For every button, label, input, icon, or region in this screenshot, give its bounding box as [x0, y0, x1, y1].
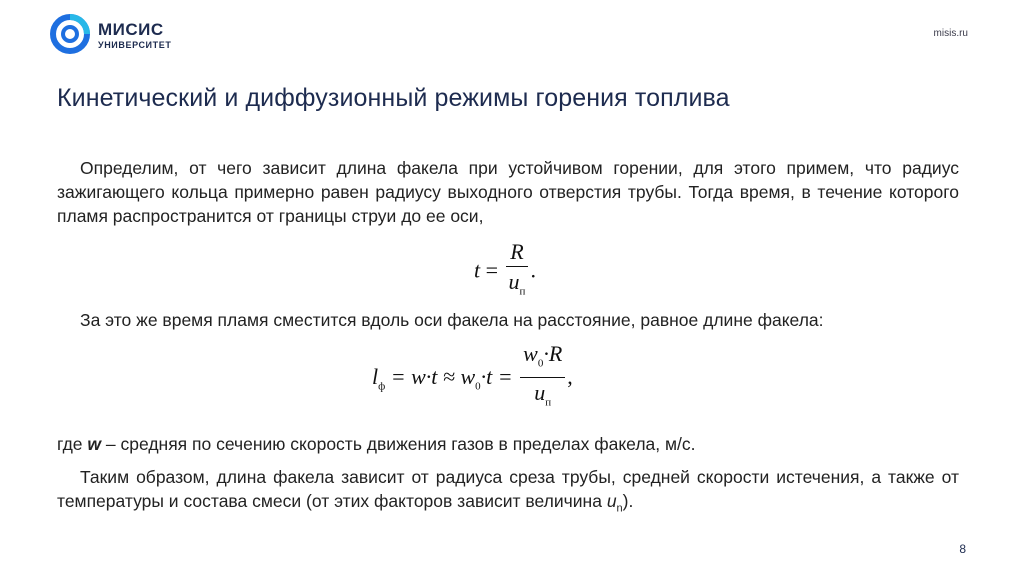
formula-time-eq: =: [485, 257, 499, 283]
variable-w: w: [87, 434, 102, 454]
misis-logo[interactable]: [50, 14, 190, 58]
paragraph-4: Таким образом, длина факела зависит от радиуса среза трубы, средней скорости истечения, а также от температуры и состава смеси (от этих факторов зависит величина $u_n$).: [57, 467, 959, 515]
formula-time-fraction: [506, 238, 529, 306]
formula-time-numerator: R: [506, 238, 529, 267]
logo-name: МИСИС: [98, 20, 164, 39]
variable-un: u: [606, 491, 617, 511]
logo-subtitle: УНИВЕРСИТЕТ: [98, 40, 172, 50]
formula-time: [474, 238, 536, 306]
formula-time-lhs: t: [474, 257, 481, 283]
paragraph-1: Определим, от чего зависит длина факела при устойчивом горении, для этого примем, что радиус зажигающего кольца примерно равен радиусу выходного отверстия трубы. Тогда время, в течение которого пламя распространится от границы струи до ее оси,: [57, 158, 959, 226]
formula-length-numerator: $w_0\cdot R$: [520, 340, 565, 378]
slide-title: Кинетический и диффузионный режимы горения топлива: [57, 84, 730, 112]
paragraph-2: За это же время пламя сместится вдоль оси факела на расстояние, равное длине факела:: [80, 310, 824, 330]
formula-length-denominator: $u_п$: [534, 380, 552, 409]
paragraph-3: где w – средняя по сечению скорость движения газов в пределах факела, м/с.: [57, 434, 696, 454]
formula-length: $l_ф = w\cdot t \approx w_0\cdot t$ = $\frac{w_0\cdot R}{u_п}$ ,: [372, 340, 573, 418]
formula-length-fraction: [520, 340, 565, 418]
page-number: 8: [959, 542, 966, 556]
formula-time-tail: .: [530, 257, 536, 283]
site-link[interactable]: misis.ru: [933, 28, 968, 39]
misis-logo-icon: [50, 14, 90, 54]
formula-time-denominator: $u_п$: [508, 269, 526, 298]
